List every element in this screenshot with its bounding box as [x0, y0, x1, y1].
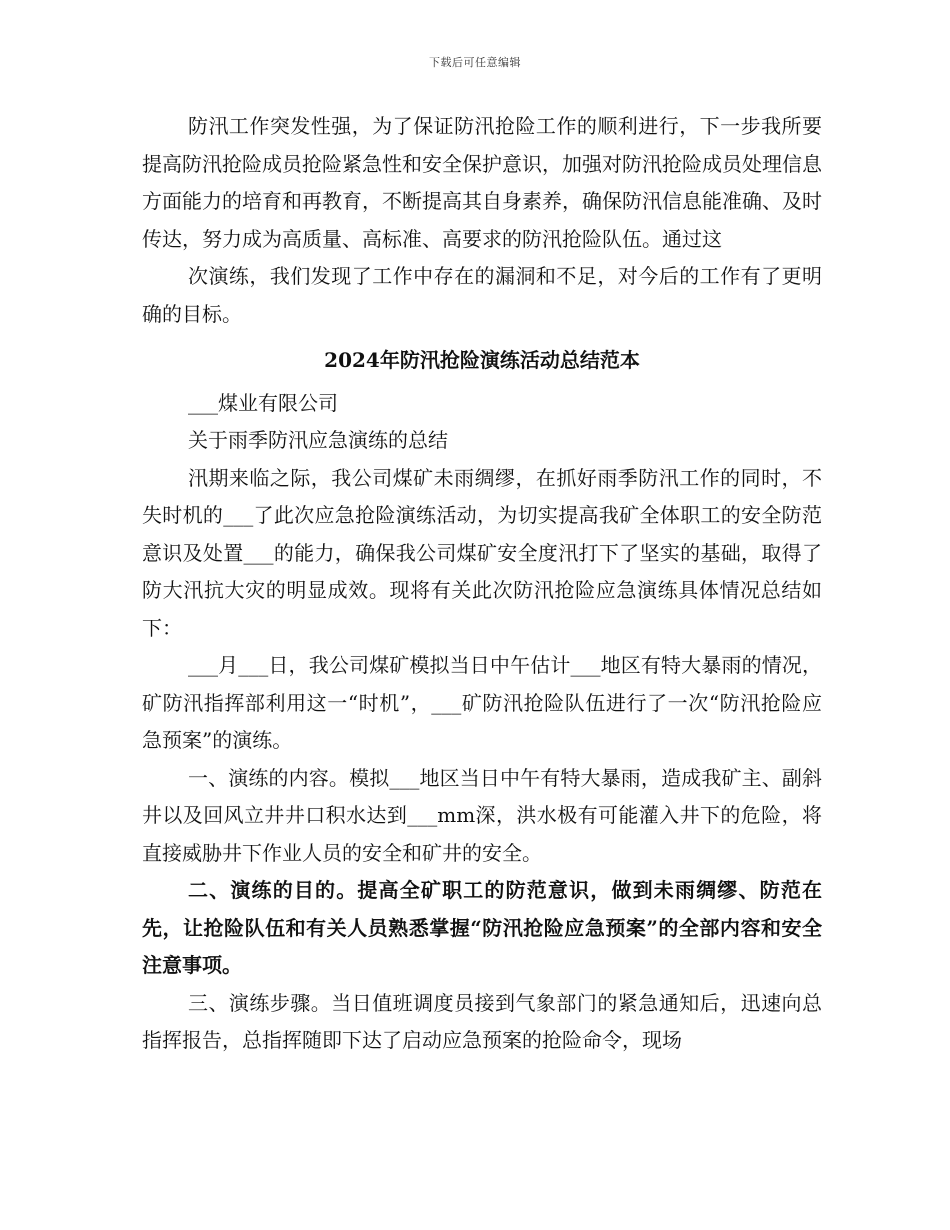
- paragraph-conclusion: 防汛工作突发性强，为了保证防汛抢险工作的顺利进行，下一步我所要提高防汛抢险成员抢险紧急性和安全保护意识，加强对防汛抢险成员处理信息方面能力的培育和再教育，不断提高其自身素养，确保防汛信息能准确、及时传达，努力成为高质量、高标准、高要求的防汛抢险队伍。通过这: [142, 114, 822, 251]
- paragraph-drill-date: ___月___日，我公司煤矿模拟当日中午估计___地区有特大暴雨的情况，矿防汛指挥部利用这一“时机”，___矿防汛抢险队伍进行了一次“防汛抢险应急预案”的演练。: [142, 653, 822, 752]
- paragraph-drill-content: 一、演练的内容。模拟___地区当日中午有特大暴雨，造成我矿主、副斜井以及回风立井井口积水达到___mm深，洪水极有可能灌入井下的危险，将直接威胁井下作业人员的安全和矿井的安全。: [142, 765, 822, 865]
- company-name: ___煤业有限公司: [188, 390, 338, 415]
- document-body: [142, 108, 822, 1060]
- paragraph-intro: 汛期来临之际，我公司煤矿未雨绸缪，在抓好雨季防汛工作的同时，不失时机的___了此次应急抢险演练活动，为切实提高我矿全体职工的安全防范意识及处置___的能力，确保我公司煤矿安全度汛打下了坚实的基础，取得了防大汛抗大灾的明显成效。现将有关此次防汛抢险应急演练具体情况总结如下：: [142, 465, 822, 640]
- document-title: 2024年防汛抢险演练活动总结范本: [324, 348, 640, 372]
- paragraph-conclusion-continued: 次演练，我们发现了工作中存在的漏洞和不足，对今后的工作有了更明确的目标。: [142, 264, 822, 326]
- paragraph-drill-purpose: 二、演练的目的。提高全矿职工的防范意识，做到未雨绸缪、防范在先，让抢险队伍和有关人员熟悉掌握“防汛抢险应急预案”的全部内容和安全注意事项。: [142, 878, 822, 977]
- summary-subject: 关于雨季防汛应急演练的总结: [188, 428, 448, 452]
- paragraph-drill-steps: 三、演练步骤。当日值班调度员接到气象部门的紧急通知后，迅速向总指挥报告，总指挥随即下达了启动应急预案的抢险命令，现场: [142, 990, 822, 1052]
- page-header-note: 下载后可任意编辑: [429, 56, 521, 69]
